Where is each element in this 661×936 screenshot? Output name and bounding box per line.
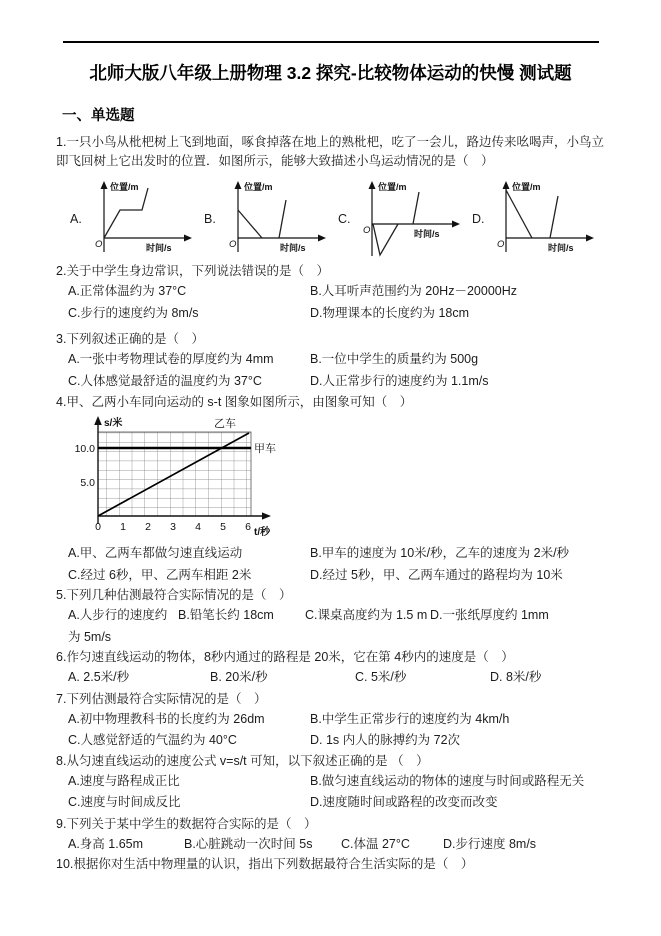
figure-option-d [472,178,600,260]
question-9 [56,815,611,856]
x-tick-5: 5 [220,521,226,533]
y-axis-label: 位置/m [512,182,541,192]
option-a: A.初中物理教科书的长度约为 26dm [68,711,265,726]
y-axis-label: s/米 [104,418,123,429]
question-7-options [56,709,611,752]
option-a: A.人步行的速度约为 5m/s [68,608,168,644]
x-tick-2: 2 [145,521,151,533]
question-4 [56,393,611,586]
x-axis-label: 时间/s [548,243,574,253]
x-axis-label: 时间/s [414,229,440,239]
x-tick-3: 3 [170,521,176,533]
page-title: 北师大版八年级上册物理 3.2 探究-比较物体运动的快慢 测试题 [89,63,572,83]
question-8 [56,752,611,814]
series-jia-label: 甲车 [254,443,276,455]
series-yi-label: 乙车 [214,418,236,430]
position-time-graph-b [224,178,330,260]
option-c: C.经过 6秒，甲、乙两车相距 2米 [68,567,252,582]
question-number: 10. [56,857,74,871]
option-a: A.一张中考物理试卷的厚度约为 4mm [68,352,274,366]
question-3-options [56,349,611,392]
origin-label: O [363,225,371,236]
question-5-text: 5.下列几种估测最符合实际情况的是（ ） [56,588,292,602]
figure-option-a [70,178,198,260]
option-c: C.步行的速度约为 8m/s [68,305,199,320]
origin-label: O [229,239,237,250]
question-number: 5. [56,588,67,602]
option-c: C.人感觉舒适的气温约为 40°C [68,733,237,747]
origin-label: O [497,239,505,250]
question-2 [56,262,611,324]
option-b: B.做匀速直线运动的物体的速度与时间或路程无关 [310,773,585,788]
question-number: 8. [56,753,67,768]
question-number: 9. [56,816,67,831]
option-d: D. 1s 内人的脉搏约为 72次 [310,733,461,747]
figure-letter: B. [204,212,216,226]
position-time-graph-a [90,178,196,260]
x-tick-0: 0 [95,521,101,533]
x-tick-6: 6 [245,521,251,533]
option-a: A.正常体温约为 37°C [68,284,187,298]
figure-option-b [204,178,332,260]
y-axis-label: 位置/m [378,182,407,192]
option-c: C.人体感觉最舒适的温度约为 37°C [68,373,262,388]
option-d: D. 8米/秒 [490,670,542,684]
option-a: A.速度与路程成正比 [68,773,180,788]
question-10-text: 10.根据你对生活中物理量的认识，指出下列数据最符合生活实际的是（ ） [56,857,474,871]
question-6-options [56,667,611,689]
question-9-text: 9.下列关于某中学生的数据符合实际的是（ ） [56,816,317,831]
question-10 [56,855,611,874]
figure-option-c [338,178,466,260]
question-8-text: 8.从匀速直线运动的速度公式 v=s/t 可知，以下叙述正确的是 （ ） [56,753,429,768]
option-d: D.经过 5秒，甲、乙两车通过的路程均为 10米 [310,567,563,582]
question-7-text: 7.下列估测最符合实际情况的是（ ） [56,691,267,706]
option-b: B.人耳听声范围约为 20Hz－20000Hz [310,284,518,298]
option-d: D.物理课本的长度约为 18cm [310,305,470,320]
option-c: C.速度与时间成反比 [68,795,181,809]
question-5-options [56,605,611,648]
x-axis-label: 时间/s [280,243,306,253]
question-8-options [56,771,611,814]
question-4-chart [68,414,611,543]
question-2-text: 2.关于中学生身边常识，下列说法错误的是（ ） [56,264,329,278]
question-6 [56,648,611,689]
x-axis-label: t/秒 [254,527,271,538]
question-number: 7. [56,691,67,706]
option-d: D.一张纸厚度约 1mm [430,608,549,622]
x-tick-1: 1 [120,521,126,533]
question-1 [56,133,611,171]
section-heading: 一、单选题 [62,108,135,124]
x-tick-4: 4 [195,521,201,533]
question-3 [56,330,611,392]
y-tick-10: 10.0 [74,443,95,455]
option-c: C.体温 27°C [341,836,410,851]
header-rule [63,41,599,43]
question-number: 2. [56,264,67,278]
figure-letter: D. [472,212,485,226]
y-axis-label: 位置/m [110,182,139,192]
option-b: B.中学生正常步行的速度约为 4km/h [310,711,510,726]
question-7 [56,690,611,752]
question-5 [56,586,611,648]
question-number: 6. [56,650,67,664]
question-number: 4. [56,395,67,409]
option-c: C. 5米/秒 [355,670,407,684]
question-9-options [56,834,611,856]
position-time-graph-d [492,178,598,260]
figure-letter: A. [70,212,82,226]
option-d: D.人正常步行的速度约为 1.1m/s [310,373,489,388]
origin-label: O [95,239,103,250]
question-4-text: 4.甲、乙两小车同向运动的 s-t 图象如图所示，由图象可知（ ） [56,395,413,409]
option-b: B.甲车的速度为 10米/秒，乙车的速度为 2米/秒 [310,546,570,560]
option-b: B.铅笔长约 18cm [178,608,274,622]
option-a: A.甲、乙两车都做匀速直线运动 [68,546,243,560]
option-b: B.一位中学生的质量约为 500g [310,352,479,366]
distance-time-chart [68,414,280,540]
option-a: A.身高 1.65m [68,836,144,851]
position-time-graph-c [358,178,464,260]
question-number: 1. [56,135,67,149]
option-c: C.课桌高度约为 1.5 m [305,608,428,622]
option-d: D.步行速度 8m/s [443,836,537,851]
question-1-text: 1.一只小鸟从枇杷树上飞到地面，啄食掉落在地上的熟枇杷，吃了一会儿，路边传来吆喝声，小鸟立即飞回树上它出发时的位置．如图所示，能够大致描述小鸟运动情况的是（ ） [56,135,604,168]
figure-letter: C. [338,212,351,226]
option-b: B.心脏跳动一次时间 5s [184,836,313,851]
question-4-options [56,543,611,586]
question-number: 3. [56,332,67,346]
question-3-text: 3.下列叙述正确的是（ ） [56,332,204,346]
question-1-figures [70,178,661,260]
option-d: D.速度随时间或路程的改变而改变 [310,795,498,809]
option-a: A. 2.5米/秒 [68,670,130,684]
option-b: B. 20米/秒 [210,670,268,684]
y-axis-label: 位置/m [244,182,273,192]
question-6-text: 6.作匀速直线运动的物体，8秒内通过的路程是 20米，它在第 4秒内的速度是（ ） [56,650,514,664]
y-tick-5: 5.0 [80,477,95,489]
question-2-options [56,281,611,324]
x-axis-label: 时间/s [146,243,172,253]
